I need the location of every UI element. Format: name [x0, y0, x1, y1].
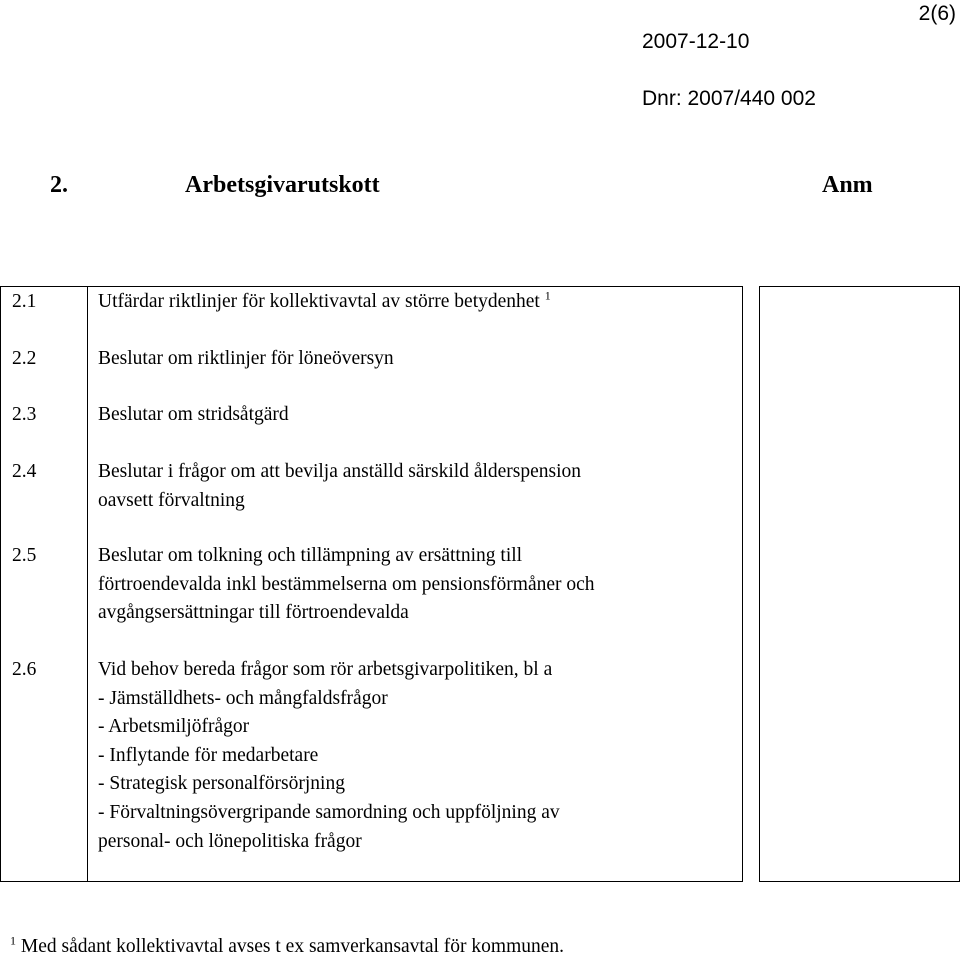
item-line: oavsett förvaltning	[98, 489, 245, 511]
agenda-item	[0, 288, 742, 318]
item-number: 2.5	[12, 545, 37, 566]
agenda-item	[0, 542, 742, 630]
agenda-item	[0, 458, 742, 518]
table-top-border-left	[0, 286, 742, 287]
agenda-item	[0, 401, 742, 431]
footnote	[10, 933, 565, 958]
document-registration-number: Dnr: 2007/440 002	[642, 87, 816, 110]
item-number: 2.3	[12, 404, 37, 425]
agenda-item	[0, 345, 742, 375]
item-line: Utfärdar riktlinjer för kollektivavtal av större betydenhet	[98, 291, 540, 312]
item-line: personal- och lönepolitiska frågor	[98, 830, 362, 852]
item-line: förtroendevalda inkl bestämmelserna om pensionsförmåner och	[98, 573, 595, 595]
item-number: 2.1	[12, 291, 37, 312]
item-number: 2.6	[12, 659, 37, 680]
agenda-table	[0, 286, 960, 882]
table-bottom-border-left	[0, 881, 742, 882]
item-line: Vid behov bereda frågor som rör arbetsgivarpolitiken, bl a	[98, 659, 553, 680]
item-line: Beslutar i frågor om att bevilja anställd särskild ålderspension	[98, 461, 582, 482]
item-text	[98, 345, 738, 374]
section-title: Arbetsgivarutskott	[185, 172, 380, 198]
page-number: 2(6)	[918, 2, 956, 25]
item-text	[98, 542, 738, 628]
anm-column-left-border	[759, 286, 760, 882]
item-line: Beslutar om tolkning och tillämpning av ersättning till	[98, 545, 523, 566]
item-number: 2.2	[12, 348, 37, 369]
table-bottom-border-right	[759, 881, 960, 882]
item-line: - Arbetsmiljöfrågor	[98, 716, 250, 738]
item-text	[98, 401, 738, 430]
item-line: - Jämställdhets- och mångfaldsfrågor	[98, 687, 388, 709]
item-line: avgångsersättningar till förtroendevalda	[98, 602, 409, 624]
item-line: - Förvaltningsövergripande samordning och uppföljning av	[98, 801, 560, 823]
item-text	[98, 656, 738, 856]
anm-column-heading: Anm	[822, 172, 873, 198]
item-text	[98, 458, 738, 515]
footnote-text: Med sådant kollektivavtal avses t ex samverkansavtal för kommunen.	[20, 936, 565, 957]
table-content-right-border	[742, 286, 743, 882]
item-line: Beslutar om riktlinjer för löneöversyn	[98, 348, 394, 369]
footnote-marker: 1	[10, 933, 16, 948]
item-text	[98, 288, 738, 317]
item-number: 2.4	[12, 461, 37, 482]
item-line: - Strategisk personalförsörjning	[98, 773, 345, 795]
item-line: Beslutar om stridsåtgärd	[98, 404, 289, 425]
footnote-reference: 1	[544, 288, 551, 303]
document-date: 2007-12-10	[642, 30, 750, 53]
section-number: 2.	[50, 172, 68, 198]
agenda-item	[0, 656, 742, 861]
table-top-border-right	[759, 286, 960, 287]
item-line: - Inflytande för medarbetare	[98, 744, 319, 766]
